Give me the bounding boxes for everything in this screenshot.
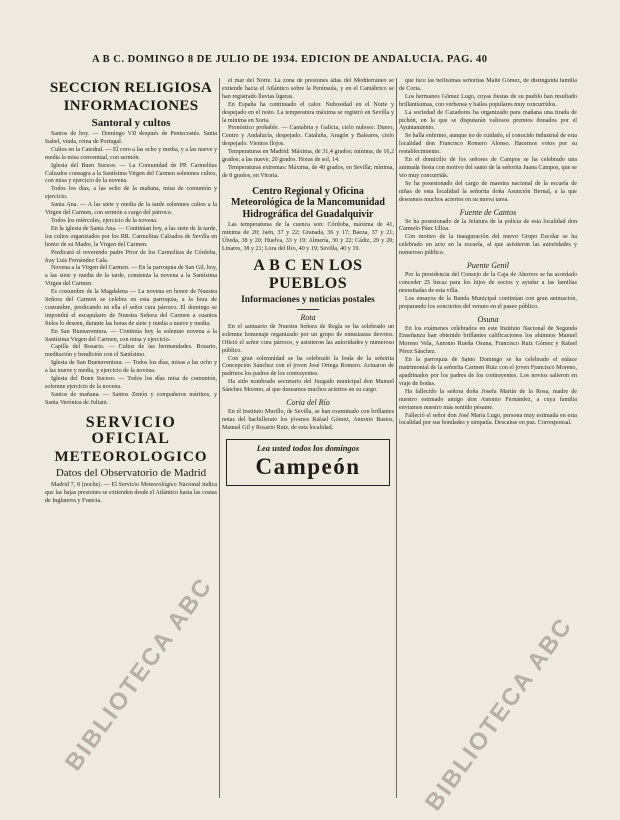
- page-header: A B C. DOMINGO 8 DE JULIO DE 1934. EDICION DE ANDALUCIA. PAG. 40: [92, 54, 488, 65]
- article-paragraph: En los exámenes celebrados en este Instituto Nacional de Segunda Enseñanza han obtenido brillantes calificaciones los alumnos Manuel Moreno Vela, Antonio Rueda Osuna, Francisco Ruiz Gómez y Rafael Pérez Sánchez.: [399, 325, 577, 356]
- article-paragraph: Cultos en la Catedral. — El coro a las ocho y media, y a las nueve y media la misa conventual, con sermón.: [45, 146, 217, 161]
- article-paragraph: Pronóstico probable. — Cantabria y Galicia, cielo nuboso. Duero, Centro y Andalucía, despejado. Cataluña, Aragón y Baleares, cielo despejado. Vientos flojos.: [222, 125, 394, 148]
- campeon-advertisement: [226, 439, 390, 486]
- article-paragraph: Ha fallecido la señora doña Josefa Martín de la Rosa, madre de nuestro estimado amigo don Antonio Fernández, a cuya familia enviamos nuestro más sentido pésame.: [399, 388, 577, 411]
- article-paragraph: La sociedad de Cazadores ha organizado para mañana una tirada de pichón, en la que se disputarán valiosos premios donados por el Ayuntamiento.: [399, 109, 577, 132]
- article-paragraph: Todos los días, a las ocho de la mañana, misa de comunión y ejercicio.: [45, 186, 217, 201]
- article-paragraph: En la parroquia de Santo Domingo se ha celebrado el enlace matrimonial de la señorita Carmen Ruiz con el joven Francisco Moreno, apadrinados por los padres de los contrayentes. Los novios salieron en viaje de bodas.: [399, 357, 577, 387]
- article-paragraph: Temperaturas en Madrid: Máxima, de 31,4 grados; mínima, de 16,2 grados; a las nueve, 20 grados. Horas de sol, 14.: [222, 149, 394, 164]
- article-paragraph: En el santuario de Nuestra Señora de Regla se ha celebrado un solemne homenaje organizado por un grupo de entusiastas devotos. Ofició el señor cura párroco, y asistieron las autoridades y numeroso público.: [222, 323, 394, 354]
- article-paragraph: Se ha posesionado de la Jefatura de la policía de esta localidad don Carmelo Páez Ulloa.: [399, 218, 577, 233]
- article-paragraph: En el domicilio de los señores de Campos se ha celebrado una animada fiesta con motivo del santo de la señorita Juana Campos, que se vio muy concurrida.: [399, 157, 577, 179]
- meteo-title: SERVICIO OFICIAL: [85, 413, 177, 447]
- rota-heading: Rota: [300, 312, 316, 322]
- column-rule: [219, 78, 220, 798]
- article-paragraph: el mar del Norte. La zona de presiones altas del Mediterráneo se extiende hacia el Atlántico sobre la Península, y en el Cantábrico se han registrado lluvias ligeras.: [222, 78, 394, 100]
- article-paragraph: Santos de hoy. — Domingo VII después de Pentecostés. Santa Isabel, viuda, reina de Portugal.: [45, 131, 217, 145]
- article-paragraph: Iglesia del Buen Suceso. — La Comunidad de PP. Carmelitas Calzados consagra a la Santísima Virgen del Carmen solemnes cultos, con misa y ejercicio de la novena.: [45, 162, 217, 185]
- article-paragraph: En el Instituto Murillo, de Sevilla, se han examinado con brillantes notas del bachillerato los jóvenes Rafael Gómez, Antonio Bastos, Manuel Gil y Rosario Ruiz, de esta localidad.: [222, 409, 394, 431]
- article-paragraph: Madrid 7, 8 (noche). — El Servicio Meteorológico Nacional indica que las bajas presiones se extienden desde el Atlántico hasta las costas de Inglaterra y Francia.: [45, 481, 217, 504]
- article-paragraph: Predicará el reverendo padre Prior de los Carmelitas de Córdoba, fray Luis Fernández Cala.: [45, 249, 217, 264]
- article-paragraph: Con gran solemnidad se ha celebrado la boda de la señorita Concepción Sánchez con el joven José Ortega Romero. Actuaron de padrinos los padres de los contrayentes.: [222, 355, 394, 378]
- watermark: BIBLIOTECA ABC: [60, 572, 218, 776]
- article-paragraph: que luce las bellísimas señoritas Maité Gómez, de distinguida familia de Coria.: [399, 78, 577, 92]
- article-paragraph: Por la presidencia del Consejo de la Caja de Ahorros se ha acordado conceder 25 becas para los hijos de socios y ayudar a las familias necesitadas de esta villa.: [399, 272, 577, 294]
- article-paragraph: Ha sido nombrado secretario del Juzgado municipal don Manuel Sánchez Moreno, al que deseamos muchos aciertos en su cargo.: [222, 379, 394, 394]
- article-paragraph: En España ha continuado el calor. Nubosidad en el Norte y despejado en el resto. La temperatura máxima se registró en Sevilla y la mínima en Soria.: [222, 101, 394, 124]
- fuente-heading: Fuente de Cantos: [459, 207, 517, 217]
- article-paragraph: En la iglesia de Santa Ana. — Continúan hoy, a las siete de la tarde, los cultos organizados por los RR. Carmelitas Calzados de Sevilla en honor de su Madre, la Virgen del Carmen.: [45, 225, 217, 248]
- article-paragraph: Novena a la Virgen del Carmen. — En la parroquia de San Gil, hoy, a las siete y media de la tarde, comienza la novena a la Santísima Virgen del Carmen.: [45, 265, 217, 288]
- article-paragraph: Iglesia de San Buenaventura. — Todos los días, misas a las ocho y a las nueve y media, y ejercicio de la novena.: [45, 360, 217, 375]
- article-paragraph: Con motivo de la inauguración del nuevo Grupo Escolar se ha celebrado un acto en la escuela, al que asistieron las autoridades y numeroso público.: [399, 234, 577, 257]
- abc-pueblos-title: A B C EN LOS PUEBLOS: [253, 256, 363, 292]
- article-paragraph: Santos de mañana. — Santos Zenón y compañeros mártires, y Santa Verónica de Juliani.: [45, 391, 217, 406]
- column-3: [399, 78, 577, 802]
- article-paragraph: Capilla del Rosario. — Cultos de las hermandades. Rosario, meditación y bendición con el Santísimo.: [45, 344, 217, 359]
- observatorio-heading: Datos del Observatorio de Madrid: [55, 466, 207, 479]
- divider: [297, 309, 319, 310]
- article-paragraph: Las temperaturas de la cuenca son: Córdoba, máxima de 41, mínima de 20; Jaén, 37 y 22; Granada, 36 y 17; Baeza, 37 y 21; Úbeda, 38 y 20; Huelva, 33 y 19; Almería, 30 y 22; Cádiz, 29 y 20; Linares, 38 y 21; Lora del Río, 40 y 19; Sevilla, 40 y 19.: [222, 222, 394, 252]
- coria-heading: Coria del Río: [286, 398, 330, 408]
- article-paragraph: Iglesia del Buen Suceso. — Todos los días misa de comunión, solemne ejercicio de la novena.: [45, 376, 217, 390]
- article-paragraph: Se ha posesionado del cargo de maestra nacional de la escuela de niñas de esta localidad la señorita doña Asunción Bernal, a la que deseamos muchos aciertos en su nueva tarea.: [399, 180, 577, 203]
- ad-title: Campeón: [255, 453, 361, 479]
- column-2: [222, 78, 394, 802]
- centro-heading: Centro Regional y Oficina Meteorológica de la Mancomunidad Hidrográfica del Guadalquivir: [231, 185, 385, 220]
- article-paragraph: Es costumbre de la Magdalena — La novena en honor de Nuestra Señora del Carmen se celebra en esta parroquia, a la hora de costumbre, predicando en ella el señor cura párroco. El domingo se impondrá el escapulario de Nuestra Señora del Carmen a cuantos fieles lo deseen, durante las horas de siete y media a nueve y media.: [45, 289, 217, 327]
- column-rule: [396, 78, 397, 798]
- article-paragraph: Temperaturas extremas: Máxima, de 40 grados, en Sevilla; mínima, de 8 grados, en Vitoria.: [222, 164, 394, 179]
- article-paragraph: Falleció el señor don José María Lugo, persona muy estimada en esta localidad por sus bondades y simpatía. Descanse en paz. Corresponsal.: [399, 412, 577, 427]
- puente-heading: Puente Genil: [467, 261, 509, 271]
- ad-tagline: Lea usted todos los domingos: [256, 442, 360, 453]
- article-paragraph: Se halla enfermo, aunque no de cuidado, el conocido industrial de esta localidad don Francisco Romero Alonso. Hacemos votos por su restablecimiento.: [399, 133, 577, 156]
- section-subtitle: INFORMACIONES: [63, 98, 199, 114]
- osuna-heading: Osuna: [477, 314, 499, 324]
- article-paragraph: En San Buenaventura. — Continúa hoy la solemne novena a la Santísima Virgen del Carmen, con misa y ejercicio.: [45, 328, 217, 343]
- abc-pueblos-subtitle: Informaciones y noticias postales: [241, 294, 375, 305]
- section-title: SECCION RELIGIOSA: [49, 80, 213, 96]
- article-paragraph: Todos los miércoles, ejercicio de la novena.: [51, 217, 158, 224]
- santoral-heading: Santoral y cultos: [91, 117, 171, 129]
- watermark: BIBLIOTECA ABC: [420, 612, 578, 816]
- article-paragraph: Los hermanos Gómez Lugo, cuyas fiestas de su pueblo han resultado brillantísimas, con verbenas y bailes populares muy concurridos.: [399, 93, 577, 108]
- meteo-subtitle: METEOROLOGICO: [54, 448, 208, 465]
- article-paragraph: Los ensayos de la Banda Municipal continúan con gran animación, preparando los conciertos del verano en el paseo público.: [399, 295, 577, 310]
- article-paragraph: Santa Ana. — A las siete y media de la tarde solemnes cultos a la Virgen del Carmen, con sermón a cargo del párroco.: [45, 202, 217, 217]
